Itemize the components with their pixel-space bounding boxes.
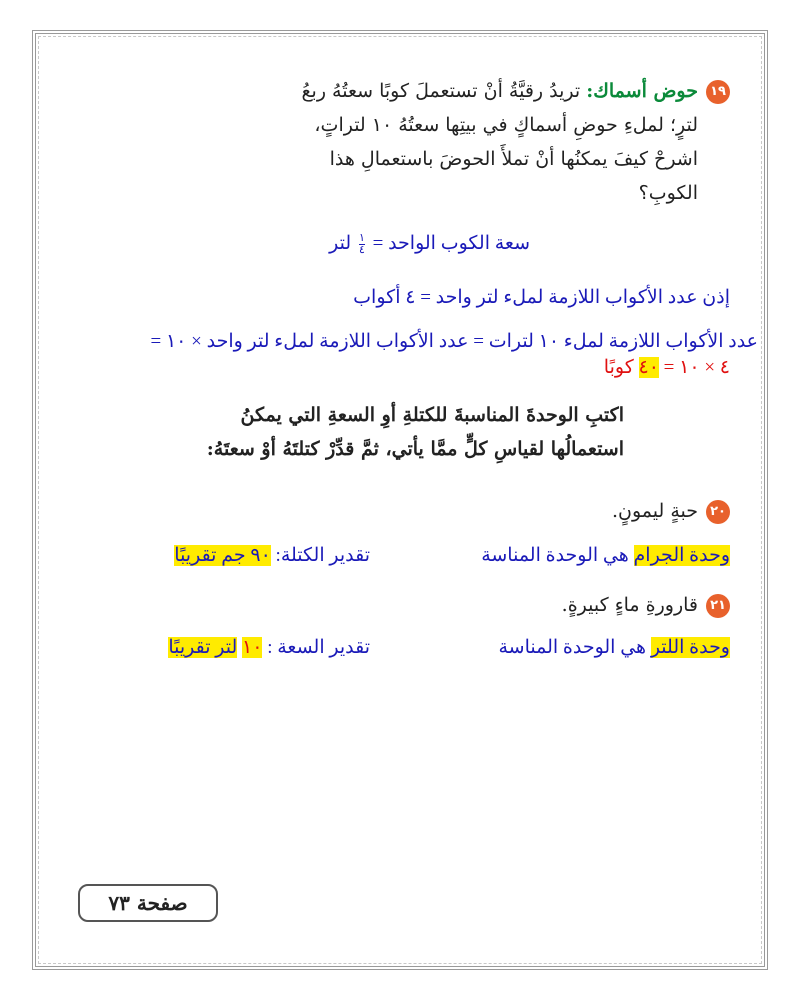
frac-den: ٤ <box>358 244 365 257</box>
q30-answer-estimate <box>174 544 370 567</box>
q29-text-line4: الكوبِ؟ <box>638 182 698 204</box>
q29-answer-line1 <box>329 232 530 256</box>
q29-title: حوض أسماك: <box>586 80 698 102</box>
q31-answer-unit <box>498 636 730 659</box>
q30-line <box>612 500 730 524</box>
q31-number-badge: ٢١ <box>706 594 730 618</box>
q29-number-badge: ١٩ <box>706 80 730 104</box>
q31-answer-estimate <box>168 636 370 659</box>
q31-line <box>562 594 730 618</box>
q30-unit-hl: وحدة الجرام <box>633 545 730 566</box>
q30-unit-rest: هي الوحدة المناسة <box>481 545 629 566</box>
q30-est-value: ٩٠ جم تقريبًا <box>174 545 271 566</box>
q30-answer-unit <box>481 544 730 567</box>
q29-ans4-result: ٤٠ <box>638 357 659 378</box>
q29-answer-line4 <box>604 356 730 379</box>
q30-text: حبةٍ ليمونٍ. <box>611 500 698 522</box>
instruction-line2: استعمالُها لقياسِ كلٍّ ممَّا يأتي، ثمَّ قدِّرْ كتلتَهُ أوْ سعتَهُ: <box>206 438 624 460</box>
q30-number-badge: ٢٠ <box>706 500 730 524</box>
q31-est-value-num: ١٠ <box>242 637 263 658</box>
q29-text-line3: اشرحْ كيفَ يمكنُها أنْ تملأَ الحوضَ باستعمالِ هذا <box>329 148 698 170</box>
frac-num: ١ <box>358 232 365 245</box>
q29-answer-line3: عدد الأكواب اللازمة لملء ١٠ لترات = عدد الأكواب اللازمة لملء لتر واحد × ١٠ = <box>150 331 758 352</box>
q31-est-value-rest: لتر تقريبًا <box>168 637 238 658</box>
q31-est-label: تقدير السعة : <box>267 637 370 658</box>
q29-ans4-unit: كوبًا <box>603 357 634 378</box>
q29-text-line1: تريدُ رقيَّةُ أنْ تستعملَ كوبًا سعتُهُ ربعُ <box>301 80 581 102</box>
q29-text-line2: لترٍ؛ لملءِ حوضِ أسماكٍ في بيتِها سعتُهُ ١٠ لتراتٍ، <box>314 114 698 136</box>
q29-line1 <box>301 80 730 104</box>
q29-answer-line2: إذن عدد الأكواب اللازمة لملء لتر واحد = ٤ أكواب <box>353 287 730 308</box>
q31-text: قارورةِ ماءٍ كبيرةٍ. <box>561 594 698 616</box>
page-number-badge: صفحة ٧٣ <box>78 884 218 922</box>
q31-unit-rest: هي الوحدة المناسة <box>498 637 647 658</box>
q29-ans4-expr: ٤ × ١٠ = <box>663 357 730 378</box>
instruction-line1: اكتبِ الوحدةَ المناسبةَ للكتلةِ أوِ السعةِ التي يمكنُ <box>240 404 624 426</box>
q29-ans1-unit: لتر <box>329 233 352 254</box>
fraction-quarter <box>359 233 365 256</box>
q31-unit-hl: وحدة اللتر <box>650 637 730 658</box>
q30-est-label: تقدير الكتلة: <box>275 545 370 566</box>
q29-ans1-text: سعة الكوب الواحد = <box>372 233 530 254</box>
